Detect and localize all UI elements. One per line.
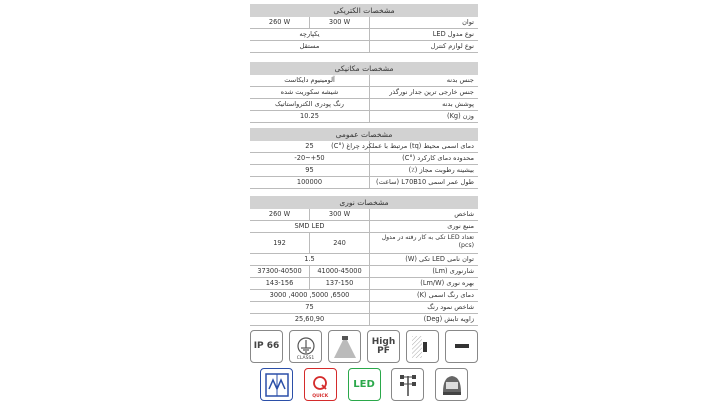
section-title: مشخصات مکانیکی (250, 62, 478, 75)
optical-section (250, 196, 478, 326)
electrical-protection-icon (260, 368, 293, 401)
spec-label: شاخص نمود رنگ (427, 303, 474, 311)
quick-connect-icon (304, 368, 337, 401)
spec-value: 25,60,90 (294, 315, 325, 323)
mechanical-section (250, 62, 478, 123)
general-section (250, 128, 478, 189)
pole-mount-icon (391, 368, 424, 401)
spec-value: شیشه سکوریت شده (280, 88, 339, 96)
spec-label: بیشینه رطوبت مجاز (٪) (408, 166, 474, 174)
feature-icons-row-2 (250, 368, 478, 401)
spec-row (250, 254, 478, 266)
spec-values (250, 290, 370, 301)
flat-fixture-icon (445, 330, 478, 363)
spec-row (250, 165, 478, 177)
spec-value: 3000 ,4000 ,5000 ,6500 (269, 291, 350, 299)
spec-value: 240 (309, 233, 369, 253)
spec-label: محدوده دمای کارکرد (°C) (402, 154, 474, 162)
spec-label: زاویه تابش (Deg) (423, 315, 474, 323)
spec-label: پوشش بدنه (442, 100, 474, 108)
rows (250, 17, 478, 53)
spec-row (250, 111, 478, 123)
section-title: مشخصات عمومی (250, 128, 478, 141)
spec-sheet (250, 0, 478, 405)
spec-label: جنس بدنه (446, 76, 474, 84)
spec-value: رنگ پودری الکترواستاتیک (274, 100, 344, 108)
spec-row (250, 209, 478, 221)
spec-value: 260 W (268, 210, 291, 218)
spec-values (250, 75, 370, 86)
spec-values (250, 302, 370, 313)
spec-value: 25 (305, 142, 314, 150)
spec-row (250, 177, 478, 189)
spec-row (250, 314, 478, 326)
spec-label: شارنوری (Lm) (432, 267, 474, 275)
spec-row (250, 221, 478, 233)
spec-label: دمای اسمی محیط (tq) مرتبط با عملکرد چراغ (°C) (331, 142, 474, 150)
section-title: مشخصات نوری (250, 196, 478, 209)
spec-row (250, 75, 478, 87)
spec-values (250, 17, 370, 28)
spec-value: مستقل (299, 42, 320, 50)
spec-values (250, 87, 370, 98)
spec-row (250, 87, 478, 99)
spec-values (250, 165, 370, 176)
spec-values (250, 99, 370, 110)
ip66-icon (250, 330, 283, 363)
spec-row (250, 278, 478, 290)
spec-values (250, 177, 370, 188)
rows (250, 141, 478, 189)
electrical-section (250, 4, 478, 53)
floodlight-icon (435, 368, 468, 401)
ip66-label: IP 66 (253, 341, 280, 351)
spec-label: طول عمر اسمی L70B10 (ساعت) (376, 178, 474, 186)
led-label: LED (353, 379, 375, 390)
spec-row (250, 266, 478, 278)
spec-values (250, 221, 370, 232)
quick-label: QUICK (312, 394, 329, 399)
high-pf-icon (367, 330, 400, 363)
spec-value: 95 (305, 166, 314, 174)
spec-label: توان (462, 18, 474, 26)
spec-value: 300 W (309, 17, 369, 28)
spec-value: آلومینیوم دایکاست (284, 76, 335, 84)
spec-values (250, 233, 370, 253)
spec-value: 37300-40500 (257, 267, 302, 275)
spec-row (250, 99, 478, 111)
spec-values (250, 29, 370, 40)
light-beam-icon (328, 330, 361, 363)
spec-value: 143-156 (265, 279, 294, 287)
spec-value: 260 W (268, 18, 291, 26)
spec-label: بهره نوری (Lm/W) (420, 279, 474, 287)
spec-row (250, 17, 478, 29)
spec-values (250, 41, 370, 52)
spec-values (250, 111, 370, 122)
spec-label: دمای رنگ اسمی (K) (417, 291, 474, 299)
spec-label: جنس خارجی ترین جدار نورگذر (389, 88, 474, 96)
spec-label: تعداد LED تکی به کار رفته در مدول (pcs) (381, 234, 474, 249)
rows (250, 75, 478, 123)
spec-label: نوع مدول LED (432, 30, 474, 38)
spec-row (250, 290, 478, 302)
spec-value: 75 (305, 303, 314, 311)
spec-row (250, 233, 478, 254)
spec-value: یکپارچه (299, 30, 320, 38)
spec-values (250, 209, 370, 220)
spec-row (250, 41, 478, 53)
section-title: مشخصات الکتریکی (250, 4, 478, 17)
spec-row (250, 141, 478, 153)
spec-values (250, 153, 370, 164)
spec-row (250, 29, 478, 41)
spec-value: 137-150 (309, 278, 369, 289)
wall-mount-icon (406, 330, 439, 363)
led-icon (348, 368, 381, 401)
spec-label: نوع لوازم کنترل (430, 42, 474, 50)
spec-values (250, 266, 370, 277)
spec-value: 192 (273, 239, 286, 247)
high-pf-label: High PF (371, 336, 396, 356)
spec-value: 100000 (296, 178, 323, 186)
spec-label: وزن (Kg) (447, 112, 474, 120)
spec-value: 10.25 (300, 112, 319, 120)
rows (250, 209, 478, 326)
spec-value: 300 W (309, 209, 369, 220)
spec-values (250, 254, 370, 265)
spec-value: 1.5 (304, 255, 315, 263)
feature-icons-row-1 (250, 330, 478, 363)
spec-label: شاخص (454, 210, 474, 218)
class1-icon (289, 330, 322, 363)
class1-label: CLASS1 (296, 356, 315, 361)
spec-label: منبع نوری (447, 222, 474, 230)
spec-value: -20~+50 (294, 154, 325, 162)
spec-value: SMD LED (294, 222, 325, 230)
spec-label: توان نامی LED تکی (W) (405, 255, 474, 263)
spec-values (250, 278, 370, 289)
spec-row (250, 153, 478, 165)
spec-row (250, 302, 478, 314)
spec-value: 41000-45000 (309, 266, 369, 277)
spec-values (250, 314, 370, 325)
